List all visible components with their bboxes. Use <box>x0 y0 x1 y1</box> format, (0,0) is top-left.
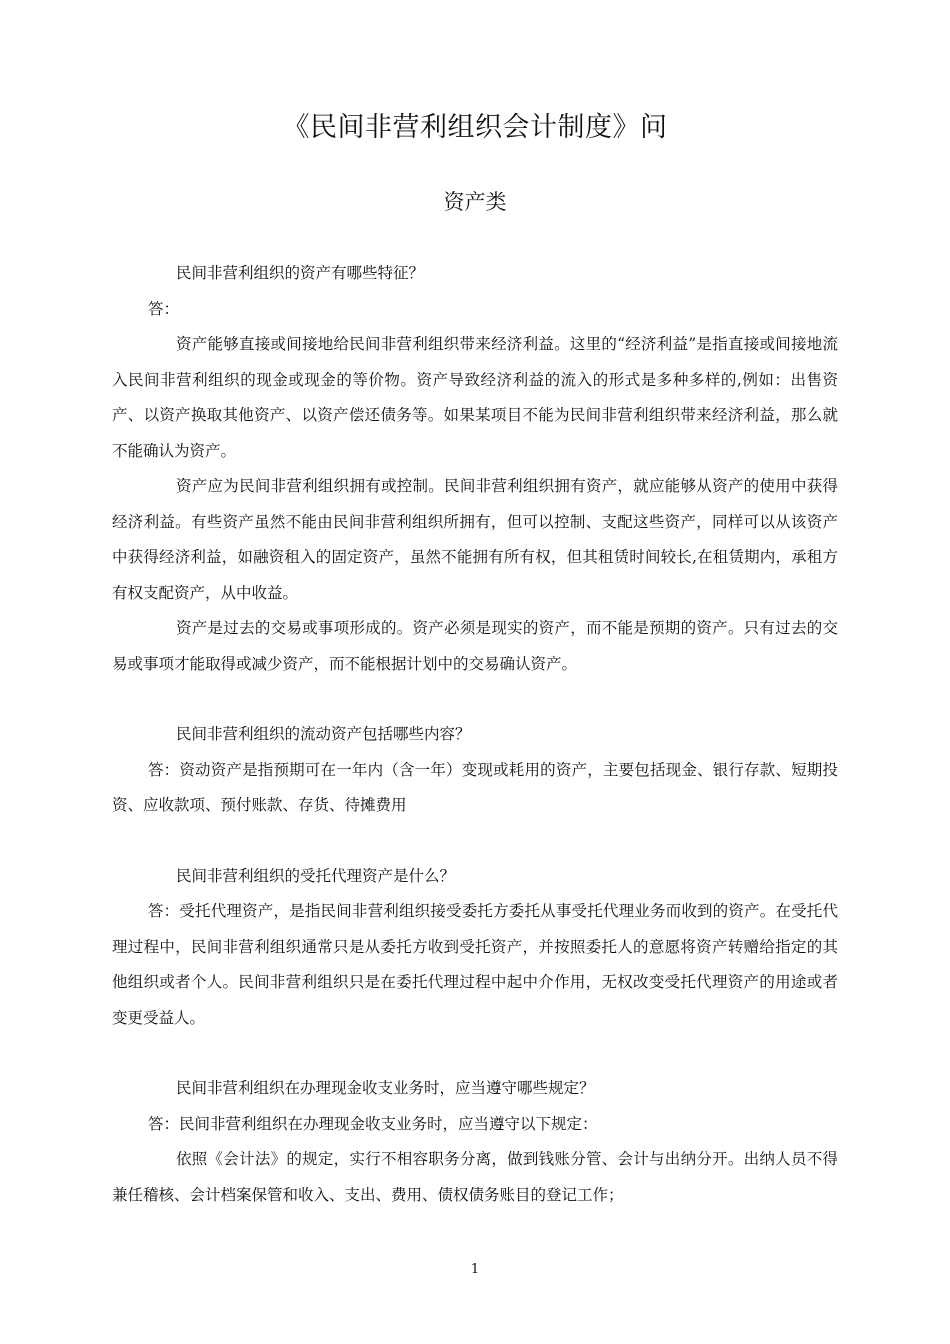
question-2: 民间非营利组织的流动资产包括哪些内容？ <box>176 725 471 743</box>
answer-paragraph: 资产能够直接或间接地给民间非营利组织带来经济利益。这里的“经济利益”是指直接或间接地流入民间非营利组织的现金或现金的等价物。资产导致经济利益的流入的形式是多种多样的,例如：出售资产、以资产换取其他资产、以资产偿还债务等。如果某项目不能为民间非营利组织带来经济利益，那么就不能确认为资产。 <box>112 335 838 460</box>
question-1: 民间非营利组织的资产有哪些特征？ <box>176 264 425 282</box>
document-title: 《民间非营利组织会计制度》问 <box>282 112 668 143</box>
answer-2: 答：资动资产是指预期可在一年内（含一年）变现或耗用的资产，主要包括现金、银行存款、短期投资、应收款项、预付账款、存货、待摊费用 <box>112 760 838 814</box>
page-number: 1 <box>470 1262 480 1277</box>
answer-3: 答：受托代理资产，是指民间非营利组织接受委托方委托从事受托代理业务而收到的资产。在受托代理过程中，民间非营利组织通常只是从委托方收到受托资产，并按照委托人的意愿将资产转赠给指定的其他组织或者个人。民间非营利组织只是在委托代理过程中起中介作用，无权改变受托代理资产的用途或者变更受益人。 <box>112 902 838 1027</box>
answer-4: 答：民间非营利组织在办理现金收支业务时，应当遵守以下规定： <box>148 1114 598 1133</box>
answer-paragraph: 资产应为民间非营利组织拥有或控制。民间非营利组织拥有资产，就应能够从资产的使用中获得经济利益。有些资产虽然不能由民间非营利组织所拥有，但可以控制、支配这些资产，同样可以从该资产中获得经济利益，如融资租入的固定资产，虽然不能拥有所有权，但其租赁时间较长,在租赁期内，承租方有权支配资产，从中收益。 <box>112 477 838 602</box>
document-body <box>112 256 838 1213</box>
answer-paragraph: 依照《会计法》的规定，实行不相容职务分离，做到钱账分管、会计与出纳分开。出纳人员不得兼任稽核、会计档案保管和收入、支出、费用、债权债务账目的登记工作； <box>112 1150 838 1204</box>
section-heading: 资产类 <box>443 190 507 214</box>
question-4: 民间非营利组织在办理现金收支业务时，应当遵守哪些规定？ <box>176 1079 595 1097</box>
question-3: 民间非营利组织的受托代理资产是什么？ <box>176 866 456 885</box>
answer-paragraph: 资产是过去的交易或事项形成的。资产必须是现实的资产，而不能是预期的资产。只有过去的交易或事项才能取得或减少资产，而不能根据计划中的交易确认资产。 <box>112 619 838 673</box>
answer-label-1: 答： <box>148 299 180 318</box>
